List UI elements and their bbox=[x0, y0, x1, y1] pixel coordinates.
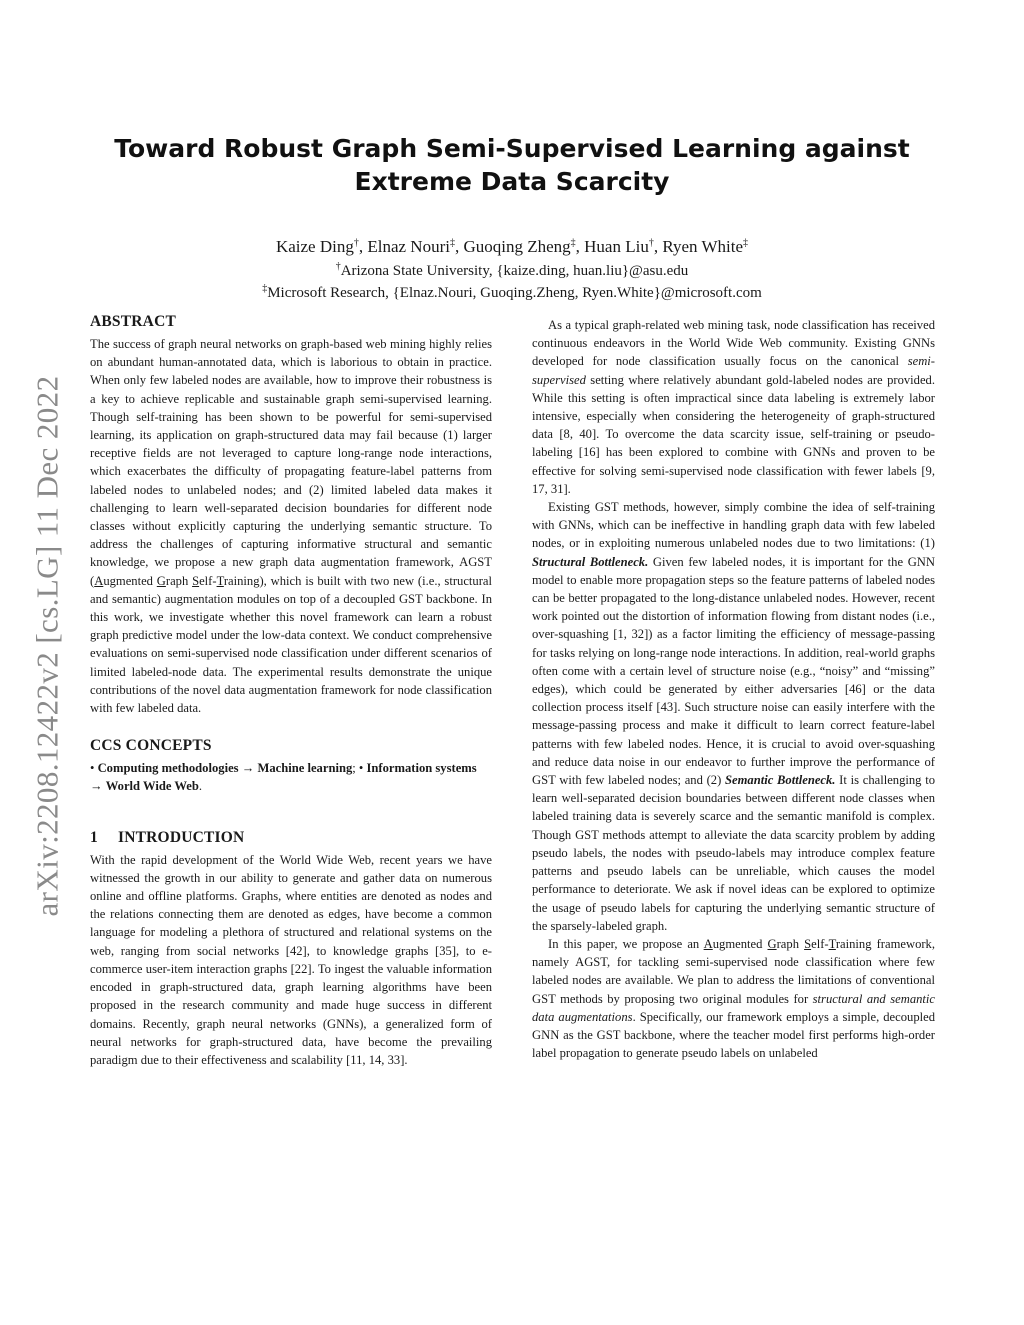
author-affiliation-mark: ‡ bbox=[449, 237, 455, 249]
text-emphasis: S bbox=[192, 573, 200, 588]
left-column bbox=[90, 312, 492, 1069]
author-name: Guoqing Zheng bbox=[463, 237, 571, 256]
text-emphasis: Structural Bottleneck. bbox=[532, 554, 649, 569]
affiliation-text: Arizona State University, {kaize.ding, huan.liu}@asu.edu bbox=[340, 263, 689, 279]
section-title: INTRODUCTION bbox=[118, 828, 245, 846]
text-emphasis: Computing methodologies bbox=[97, 761, 239, 776]
text-emphasis: Machine learning bbox=[257, 761, 353, 776]
text-emphasis: S bbox=[804, 936, 812, 951]
author-list: Kaize Ding†, Elnaz Nouri‡, Guoqing Zheng‡, Huan Liu†, Ryen White‡ bbox=[275, 237, 749, 256]
affiliation-asu bbox=[100, 261, 924, 281]
paper-title: Toward Robust Graph Semi-Supervised Learning against Extreme Data Scarcity bbox=[114, 134, 910, 196]
affiliation-microsoft bbox=[100, 283, 924, 303]
ccs-heading: CCS CONCEPTS bbox=[90, 737, 212, 755]
author-affiliation-mark: † bbox=[353, 237, 359, 249]
text-emphasis: T bbox=[216, 573, 224, 588]
ccs-concepts: • Computing methodologies → Machine learning; • Information systems → World Wide Web. bbox=[90, 761, 477, 794]
intro-paragraph-1: With the rapid development of the World Wide Web, recent years we have witnessed the growth in our ability to generate and gather data on numerous online and offline platforms. Graphs, where entities are denoted as nodes and the relations connecting them are denoted as edges, have become a common language for modeling a plethora of structured and relational systems on the web, ranging from social networks [42], to knowledge graphs [35], to e-commerce user-item interaction graphs [22]. To ingest the valuable information encoded in graph-structured data, graph learning algorithms have been proposed in the research community and made huge success in different domains. Recently, graph neural networks (GNNs), a generalized form of neural networks for graph-structured data, have become the prevailing paradigm due to their effectiveness and scalability [11, 14, 33]. bbox=[90, 852, 492, 1067]
text-emphasis: A bbox=[703, 936, 713, 951]
text-emphasis: structural and semantic data augmentations bbox=[532, 991, 935, 1024]
affiliation-text: Microsoft Research, {Elnaz.Nouri, Guoqing.Zheng, Ryen.White}@microsoft.com bbox=[267, 285, 762, 301]
text-emphasis: semi-supervised bbox=[532, 354, 935, 387]
introduction-heading bbox=[90, 828, 492, 848]
author-affiliation-mark: ‡ bbox=[570, 237, 576, 249]
affiliation-mark: ‡ bbox=[262, 283, 268, 294]
text-emphasis: G bbox=[767, 936, 777, 951]
author-affiliation-mark: † bbox=[648, 237, 654, 249]
right-column bbox=[532, 316, 935, 1062]
text-emphasis: T bbox=[828, 936, 836, 951]
author-affiliation-mark: ‡ bbox=[743, 237, 749, 249]
text-emphasis: G bbox=[156, 573, 166, 588]
abstract-heading: ABSTRACT bbox=[90, 313, 177, 330]
arxiv-identifier bbox=[22, 348, 72, 944]
text-emphasis: Semantic Bottleneck. bbox=[725, 773, 836, 788]
author-name: Elnaz Nouri bbox=[367, 237, 450, 256]
text-emphasis: World Wide Web bbox=[105, 779, 199, 794]
author-name: Kaize Ding bbox=[275, 237, 354, 256]
text-emphasis: Information systems bbox=[366, 761, 477, 776]
affiliation-mark: † bbox=[335, 261, 341, 272]
abstract-body: The success of graph neural networks on graph-based web mining highly relies on abundant human-annotated data, which is laborious to obtain in practice. When only few labeled nodes are available, how to improve their robustness is a key to achieve replicable and sustainable graph semi-supervised learning. Though self-training has been shown to be powerful for semi-supervised learning, its application on graph-structured data may fail because (1) larger receptive fields are not leveraged to capture long-range node interactions, which exacerbates the difficulty of propagating feature-label patterns from labeled nodes to unlabeled nodes; and (2) limited labeled data makes it challenging to learn well-separated decision boundaries for different node classes without explicitly capturing the underlying semantic structure. To address the challenges of capturing informative structural and semantic knowledge, we propose a new graph data augmentation framework, AGST (Augmented Graph Self-Training), which is built with two new (i.e., structural and semantic) augmentation modules on top of a decoupled GST backbone. In this work, we investigate whether this novel framework can learn a robust graph predictive model under the low-data context. We conduct comprehensive evaluations on semi-supervised node classification under different scenarios of limited labeled-node data. The experimental results demonstrate the unique contributions of the novel data augmentation framework for node classification with few labeled data. bbox=[90, 337, 492, 716]
section-number: 1 bbox=[90, 828, 98, 846]
arxiv-identifier-text: arXiv:2208.12422v2 [cs.LG] 11 Dec 2022 bbox=[29, 375, 65, 917]
author-name: Huan Liu bbox=[584, 237, 649, 256]
intro-paragraph-2: As a typical graph-related web mining task, node classification has received continuous endeavors in the World Wide Web community. Existing GNNs developed for node classification usually focus on the canonical semi-supervised setting where relatively abundant gold-labeled nodes are provided. While this setting is often impractical since data labeling is extremely labor intensive, especially when considering the heterogeneity of graph-structured data [8, 40]. To overcome the data scarcity issue, self-training or pseudo-labeling [16] has been explored to combine with GNNs and proven to be effective for solving semi-supervised node classification with fewer labels [9, 17, 31]. bbox=[532, 318, 935, 496]
text-emphasis: A bbox=[94, 573, 104, 588]
intro-paragraph-4: In this paper, we propose an Augmented Graph Self-Training framework, namely AGST, for tackling semi-supervised node classification where few labeled nodes are available. We plan to address the limitations of conventional GST methods by proposing two original modules for structural and semantic data augmentations. Specifically, our framework employs a simple, decoupled GNN as the GST backbone, where the teacher model first performs high-order label propagation to generate pseudo labels on unlabeled bbox=[532, 936, 936, 1061]
intro-paragraph-3: Existing GST methods, however, simply combine the idea of self-training with GNNs, which can be ineffective in handling graph data with few labeled nodes, or in exploiting numerous unlabeled nodes due to two limitations: (1) Structural Bottleneck. Given few labeled nodes, it is important for the GNN model to enable more propagation steps so the feature patterns of labeled nodes can be better propagated to the long-distance unlabeled nodes. However, recent work pointed out the distortion of information flowing from distant nodes (i.e., over-squashing [1, 32]) as a factor limiting the efficiency of message-passing for tasks relying on long-range node interactions. In addition, real-world graphs often come with a certain level of structure noise (e.g., “noisy” and “missing” edges), which could be generated by either adversaries [46] or the data collection process itself [43]. Such structure noise can easily interfere with the message-passing process and make it difficult to learn correct feature-label patterns with few labeled nodes. Hence, it is crucial to avoid over-squashing and reduce data noise in our endeavor to further improve the performance of GST with few labeled nodes; and (2) Semantic Bottleneck. It is challenging to learn well-separated decision boundaries between different node classes when labeled training data is severely scarce and the semantic manifold is complex. Though GST methods attempt to alleviate the data scarcity problem by adding pseudo labels, the nodes with pseudo-labels may introduce complex feature patterns and pseudo labels can be unreliable, which causes the model performance to deteriorate. We ask if novel ideas can be explored to optimize the usage of pseudo labels for capturing the underlying semantic structure of the sparsely-labeled graph. bbox=[532, 500, 936, 933]
author-name: Ryen White bbox=[662, 237, 744, 256]
